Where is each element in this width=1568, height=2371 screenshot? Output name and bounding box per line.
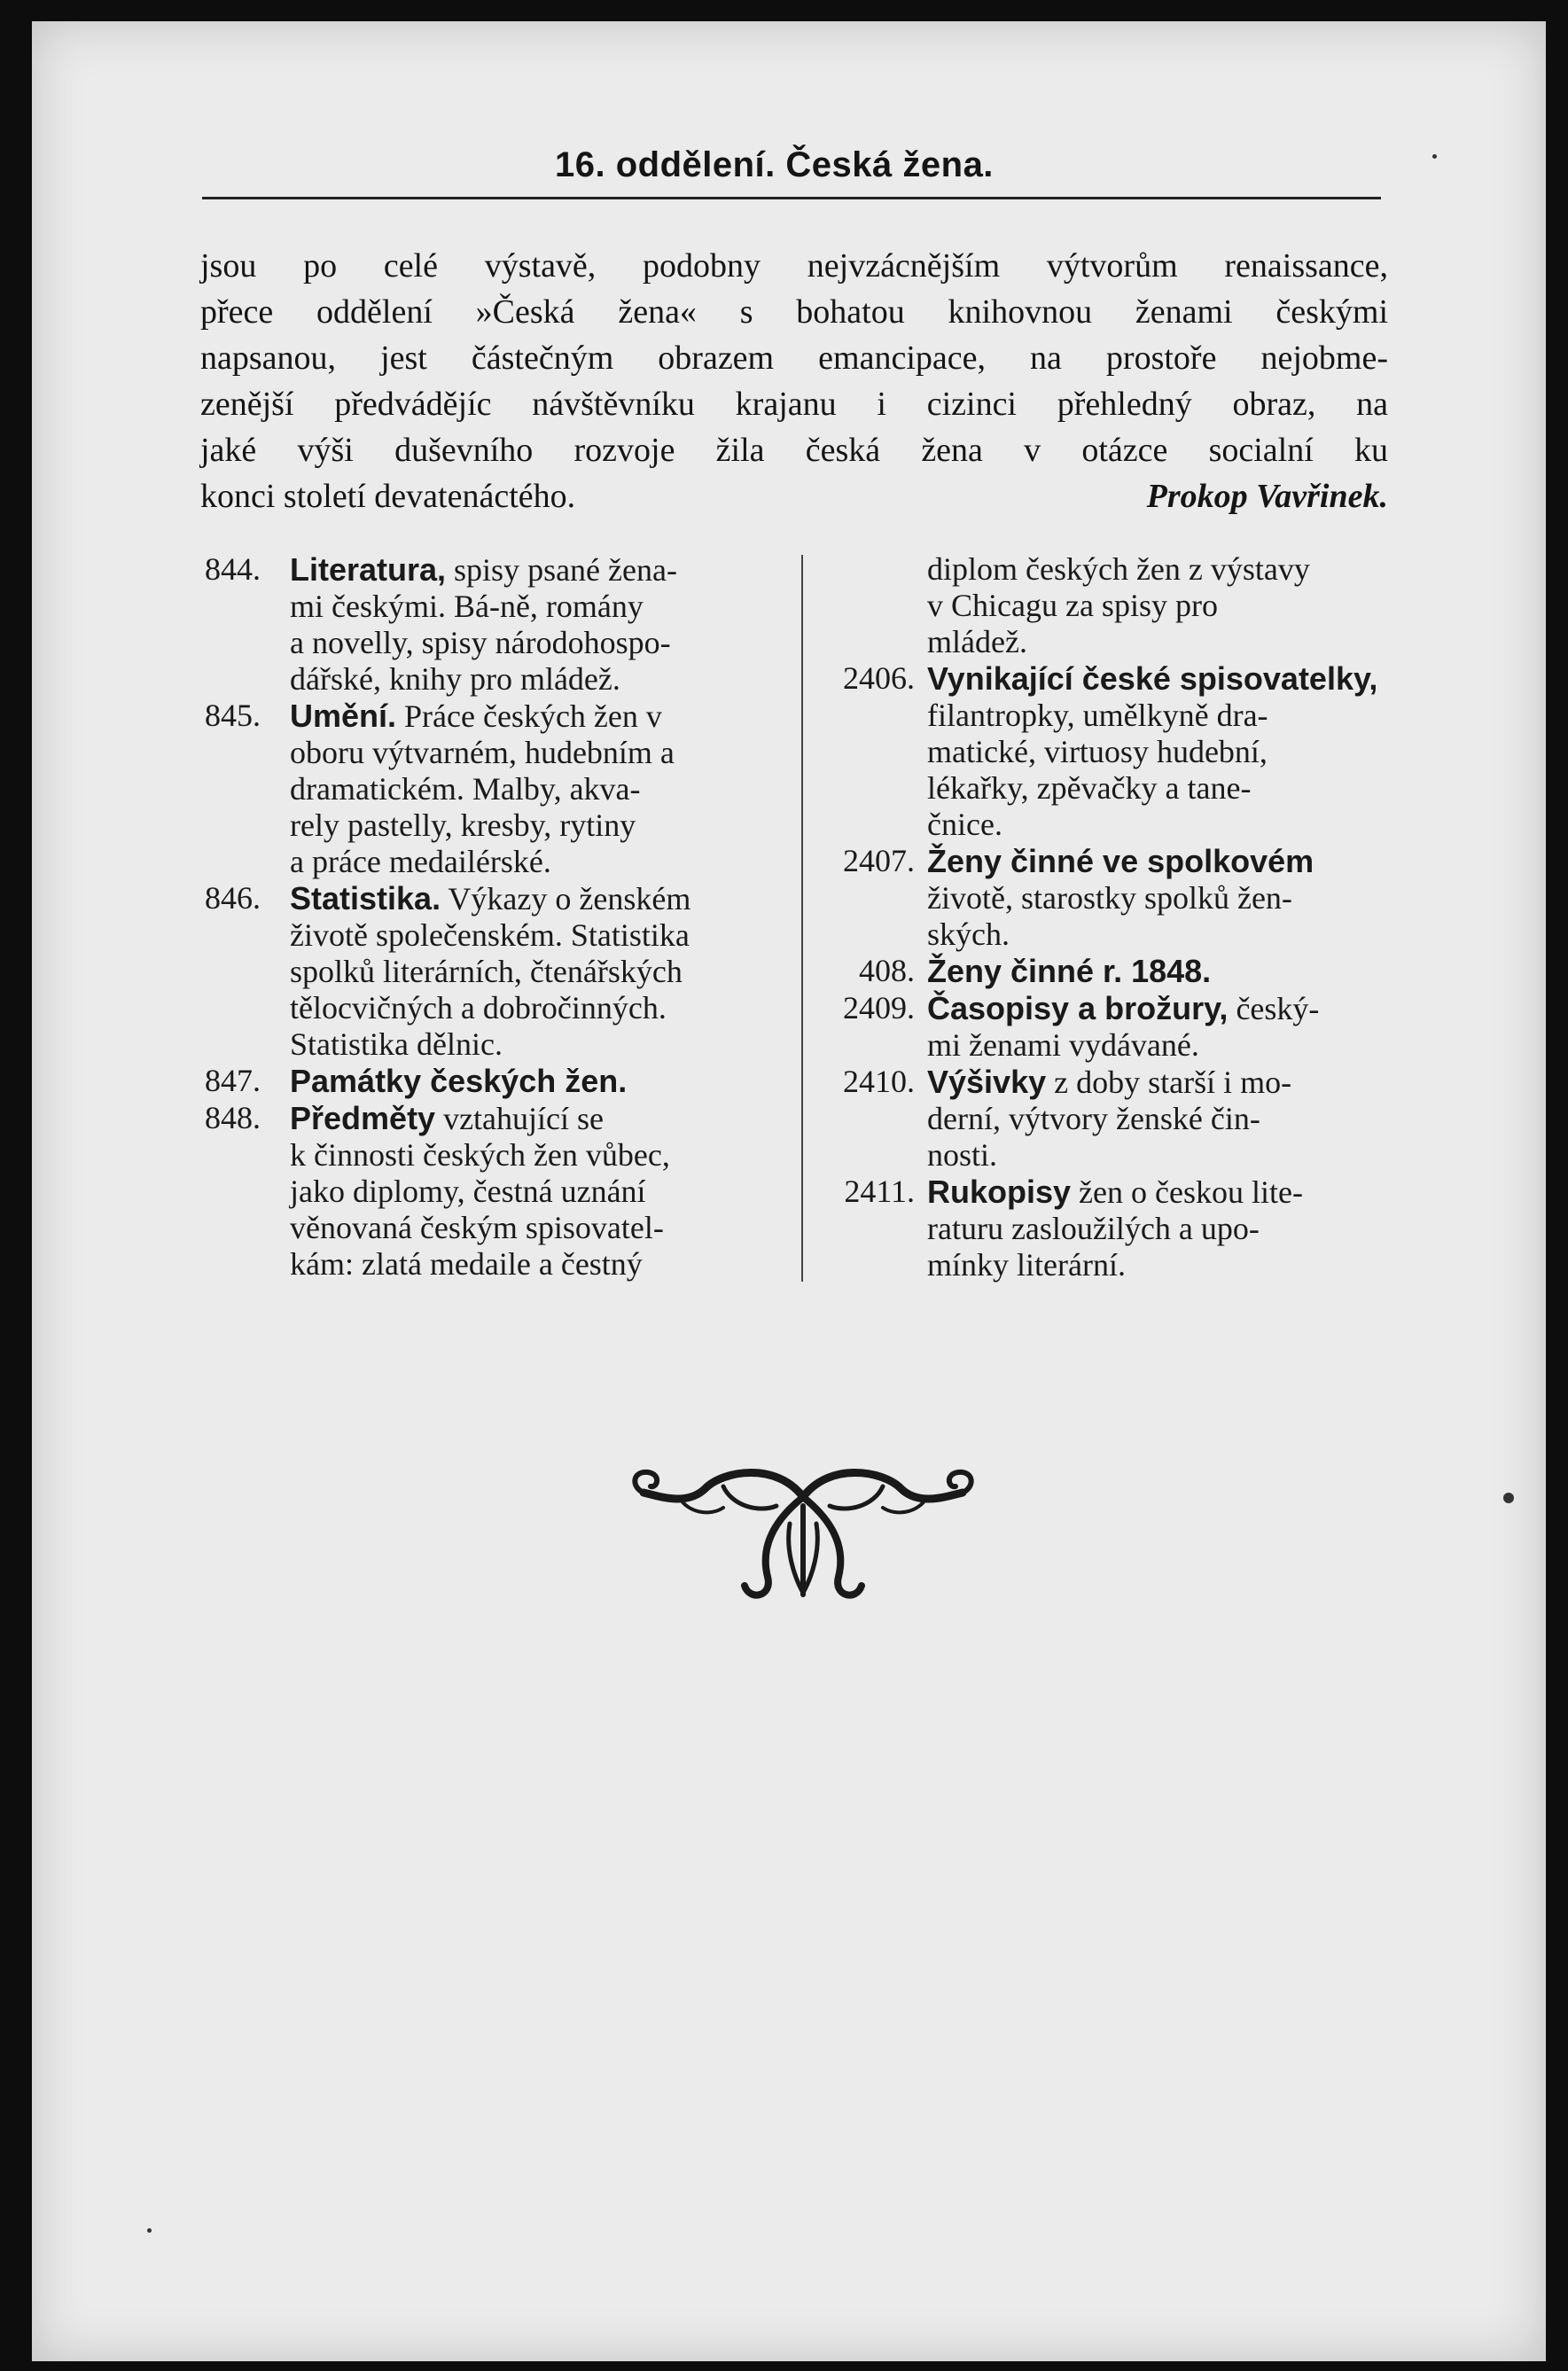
entry-heading: Předměty xyxy=(290,1100,436,1136)
catalog-entry xyxy=(205,551,768,698)
entry-number: 844. xyxy=(205,551,261,587)
entry-text: životě, starostky spolků žen- xyxy=(927,880,1292,916)
entry-line xyxy=(290,1026,768,1063)
right-column xyxy=(819,551,1386,1283)
entry-line xyxy=(290,1063,768,1100)
entry-heading: Památky českých žen. xyxy=(290,1063,628,1099)
entry-line xyxy=(927,1064,1386,1101)
entry-number: 2411. xyxy=(844,1174,915,1209)
entry-text: kám: zlatá medaile a čestný xyxy=(290,1246,643,1282)
entry-line xyxy=(290,625,768,661)
entry-text: vztahující se xyxy=(435,1101,605,1136)
entry-line xyxy=(927,807,1386,843)
entry-line xyxy=(290,844,768,880)
catalog-entry xyxy=(205,698,768,880)
catalog-entry xyxy=(819,1174,1386,1283)
entry-body xyxy=(290,1063,768,1100)
entry-number: 847. xyxy=(205,1063,261,1098)
speck xyxy=(147,2228,152,2233)
catalog-entry xyxy=(819,990,1386,1064)
entry-heading: Vynikající české spisovatelky, xyxy=(927,660,1378,697)
entry-line xyxy=(290,954,768,990)
entry-line xyxy=(927,916,1386,953)
entry-body xyxy=(290,880,768,1063)
entry-heading: Ženy činné ve spolkovém xyxy=(927,843,1314,879)
entry-line xyxy=(290,990,768,1026)
entry-body xyxy=(927,1174,1386,1283)
continuation-line: diplom českých žen z výstavy xyxy=(927,551,1310,587)
entry-line xyxy=(927,880,1386,916)
entry-heading: Výšivky xyxy=(927,1064,1047,1100)
entry-heading: Umění. xyxy=(290,698,397,734)
entry-text: rely pastelly, kresby, rytiny xyxy=(290,807,636,843)
left-column xyxy=(205,551,768,1283)
entry-number: 846. xyxy=(205,880,261,916)
page xyxy=(32,21,1546,2361)
header-rule xyxy=(202,197,1381,199)
entry-text: český- xyxy=(1228,991,1320,1026)
entry-text: životě společenském. Statistika xyxy=(290,917,690,953)
entry-line xyxy=(927,698,1386,734)
entry-text: oboru výtvarném, hudebním a xyxy=(290,735,675,770)
entry-text: raturu zasloužilých a upo- xyxy=(927,1211,1260,1246)
entry-number: 2407. xyxy=(843,843,915,878)
intro-line: zenější předvádějíc návštěvníku krajanu i cizinci přehledný obraz, na xyxy=(200,386,1388,423)
entry-text: lékařky, zpěvačky a tane- xyxy=(927,770,1252,806)
entry-line xyxy=(927,1174,1386,1211)
entry-heading: Statistika. xyxy=(290,880,441,916)
entry-body xyxy=(290,551,768,698)
entry-heading: Ženy činné r. 1848. xyxy=(927,953,1212,989)
entry-text: dramatickém. Malby, akva- xyxy=(290,771,641,807)
entry-text: spolků literárních, čtenářských xyxy=(290,954,683,989)
entry-text: Práce českých žen v xyxy=(396,698,662,734)
intro-last-line xyxy=(200,473,1388,519)
entry-line xyxy=(927,990,1386,1027)
entry-line xyxy=(290,698,768,735)
catalog-entry xyxy=(205,880,768,1063)
intro-line: přece oddělení »Česká žena« s bohatou knihovnou ženami českými xyxy=(200,293,1388,331)
entry-text: tělocvičných a dobročinných. xyxy=(290,990,667,1026)
entry-line xyxy=(927,1027,1386,1064)
speck xyxy=(1432,154,1437,159)
intro-line: konci století devatenáctého. xyxy=(200,478,576,515)
entry-body xyxy=(290,1100,768,1283)
entry-text: filantropky, umělkyně dra- xyxy=(927,698,1268,733)
entry-text: spisy psané žena- xyxy=(446,552,677,588)
entry-text: z doby starší i mo- xyxy=(1046,1065,1292,1100)
entry-text: a novelly, spisy národohospo- xyxy=(290,625,671,660)
entry-line xyxy=(927,660,1386,698)
entry-line xyxy=(290,880,768,917)
entry-text: mínky literární. xyxy=(927,1247,1126,1283)
catalog-entry xyxy=(205,1100,768,1283)
entry-line xyxy=(290,735,768,771)
entry-text: Statistika dělnic. xyxy=(290,1026,503,1062)
entry-line xyxy=(290,771,768,807)
intro-paragraph xyxy=(200,243,1388,519)
entry-heading: Literatura, xyxy=(290,551,447,588)
column-divider xyxy=(801,555,803,1282)
catalog-entry xyxy=(819,843,1386,953)
intro-line: napsanou, jest částečným obrazem emancipace, na prostoře nejobme- xyxy=(200,339,1388,377)
author-signature: Prokop Vavřinek. xyxy=(1146,478,1388,515)
entry-text: ských. xyxy=(927,916,1010,952)
catalog-entry xyxy=(819,953,1386,990)
continuation-line: mládež. xyxy=(927,624,1027,659)
entry-line xyxy=(290,589,768,625)
entry-line xyxy=(290,1100,768,1137)
entry-body xyxy=(927,660,1386,843)
entry-text: mi českými. Bá-ně, romány xyxy=(290,589,644,624)
entry-heading: Rukopisy xyxy=(927,1174,1072,1210)
entry-line xyxy=(290,1246,768,1283)
entry-number: 2409. xyxy=(843,990,915,1026)
catalog-entry xyxy=(819,1064,1386,1174)
entry-text: matické, virtuosy hudební, xyxy=(927,734,1268,769)
entry-line xyxy=(927,1101,1386,1137)
entry-text: žen o českou lite- xyxy=(1071,1174,1303,1210)
entry-text: k činnosti českých žen vůbec, xyxy=(290,1137,670,1173)
entry-line xyxy=(290,551,768,589)
entry-number: 845. xyxy=(205,698,261,733)
entry-body xyxy=(290,698,768,880)
continuation-line: v Chicagu za spisy pro xyxy=(927,588,1218,623)
entry-line xyxy=(927,1137,1386,1174)
entry-line xyxy=(927,770,1386,807)
entry-number: 408. xyxy=(859,953,915,988)
entry-line xyxy=(927,1247,1386,1283)
entry-line xyxy=(927,953,1386,990)
entry-line xyxy=(290,1174,768,1210)
entry-text: a práce medailérské. xyxy=(290,844,551,879)
entry-line xyxy=(290,661,768,698)
intro-line: jsou po celé výstavě, podobny nejvzácnějším výtvorům renaissance, xyxy=(200,247,1388,285)
entry-line xyxy=(927,734,1386,770)
entry-body xyxy=(927,843,1386,953)
entry-heading: Časopisy a brožury, xyxy=(927,990,1229,1026)
speck xyxy=(1503,1493,1514,1503)
catalog-entry xyxy=(205,1063,768,1100)
entry-body xyxy=(927,1064,1386,1174)
entry-text: čnice. xyxy=(927,807,1002,842)
intro-line: jaké výši duševního rozvoje žila česká žena v otázce socialní ku xyxy=(200,432,1388,469)
entry-text: derní, výtvory ženské čin- xyxy=(927,1101,1260,1136)
entry-number: 2410. xyxy=(843,1064,915,1099)
entry-text: mi ženami vydávané. xyxy=(927,1027,1199,1063)
entry-line xyxy=(927,843,1386,880)
entry-text: nosti. xyxy=(927,1137,998,1173)
entry-body xyxy=(927,990,1386,1064)
entry-number: 848. xyxy=(205,1100,261,1135)
entry-line xyxy=(290,1210,768,1246)
ornament-icon xyxy=(626,1444,980,1603)
catalog-entry xyxy=(819,660,1386,843)
page-header: 16. oddělení. Česká žena. xyxy=(555,145,994,184)
entry-line xyxy=(290,917,768,954)
entry-line xyxy=(927,1211,1386,1247)
entry-line xyxy=(290,1137,768,1174)
entry-text: jako diplomy, čestná uznání xyxy=(290,1174,646,1209)
entry-text: dářské, knihy pro mládež. xyxy=(290,661,620,697)
entry-text: Výkazy o ženském xyxy=(441,881,691,916)
entry-text: věnovaná českým spisovatel- xyxy=(290,1210,664,1245)
entry-body xyxy=(927,953,1386,990)
entry-line xyxy=(290,807,768,844)
entry-number: 2406. xyxy=(843,660,915,696)
